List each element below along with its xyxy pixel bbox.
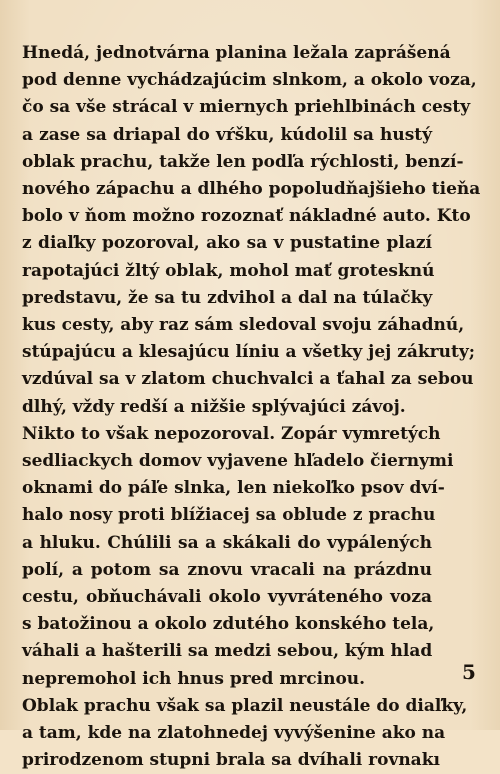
text-line: stúpajúcu a klesajúcu líniu a všetky jej zákruty; (22, 342, 475, 363)
text-line: Nikto to však nepozoroval. Zopár vymretých (22, 423, 441, 444)
text-line: oblak prachu, takže len podľa rýchlosti, benzí- (22, 151, 464, 172)
page-number: 5 (462, 660, 476, 684)
text-line: a tam, kde na zlatohnedej vyvýšenine ako na (22, 723, 446, 744)
text-line: dlhý, vždy redší a nižšie splývajúci závoj. (22, 396, 406, 417)
text-line: oknami do páľe slnka, len niekoľko psov dví- (22, 478, 445, 499)
text-line: nového zápachu a dlhého popoludňajšieho tieňa (22, 179, 481, 200)
text-line: sedliackych domov vyjavene hľadelo čiernymi (22, 451, 454, 472)
text-line: z diaľky pozoroval, ako sa v pustatine plazí (22, 233, 432, 254)
text-line: predstavu, že sa tu zdvihol a dal na túlačky (22, 287, 433, 308)
paragraph (22, 693, 468, 774)
text-line: vzdúval sa v zlatom chuchvalci a ťahal za sebou (22, 369, 474, 390)
text-line: a zase sa driapal do vŕšku, kúdolil sa hustý (22, 124, 432, 145)
text-line: polí, a potom sa znovu vracali na prázdnu (22, 559, 432, 580)
text-line: a hluku. Chúlili sa a skákali do vypálených (22, 532, 432, 553)
text-line: rapotajúci žltý oblak, mohol mať grotesknú (22, 260, 435, 281)
text-line: prirodzenom stupni brala sa dvíhali rovnakı (22, 750, 440, 771)
text-line: nepremohol ich hnus pred mrcinou. (22, 668, 366, 689)
paragraph (22, 421, 454, 693)
text-line: halo nosy proti blížiacej sa oblude z prachu (22, 505, 436, 526)
text-line: pod denne vychádzajúcim slnkom, a okolo voza, (22, 70, 477, 91)
text-line: Hnedá, jednotvárna planina ležala zaprášená (22, 43, 451, 63)
body-text (22, 40, 481, 774)
text-line: cestu, obňuchávali okolo vyvráteného voza (22, 587, 432, 608)
text-line: váhali a hašterili sa medzi sebou, kým hlad (22, 641, 433, 662)
text-line: s batožinou a okolo zdutého konského tela, (22, 614, 435, 635)
text-line: kus cesty, aby raz sám sledoval svoju záhadnú, (22, 315, 465, 336)
paragraph (22, 40, 481, 421)
text-line: čo sa vše strácal v miernych priehlbinách cesty (22, 97, 471, 118)
text-line: Oblak prachu však sa plazil neustále do diaľky, (22, 695, 468, 716)
text-line: bolo v ňom možno rozoznať nákladné auto. Kto (22, 206, 471, 227)
